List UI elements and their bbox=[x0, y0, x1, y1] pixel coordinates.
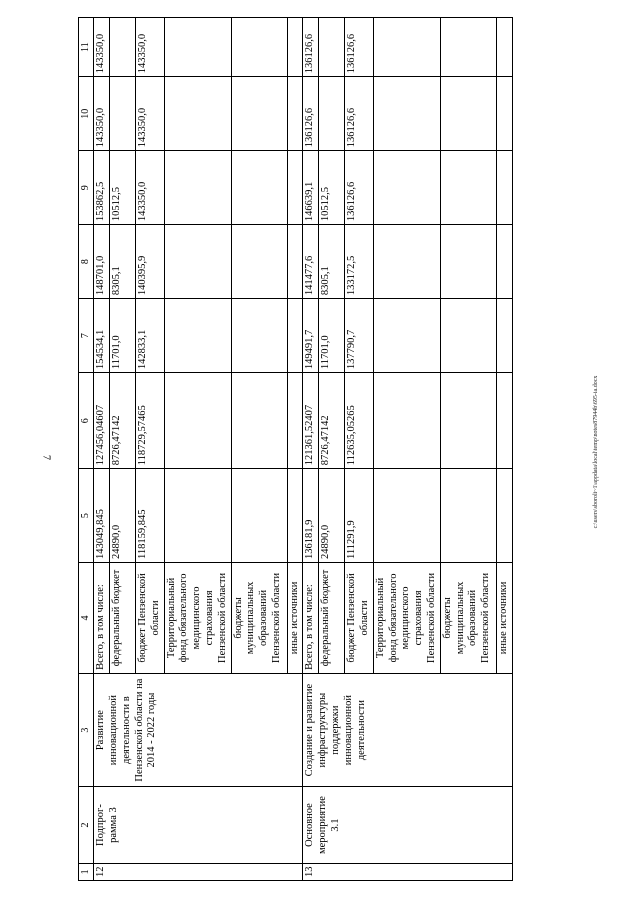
value-cell: 10512,5 bbox=[109, 151, 135, 225]
table-row bbox=[94, 18, 110, 881]
table-row bbox=[303, 18, 319, 881]
value-cell: 136126,6 bbox=[303, 18, 319, 77]
value-cell: 121361,52407 bbox=[303, 373, 319, 469]
value-cell: 143350,0 bbox=[94, 18, 110, 77]
value-cell: 141477,6 bbox=[303, 225, 319, 299]
value-cell bbox=[287, 18, 303, 77]
row-number: 13 bbox=[303, 863, 512, 880]
value-cell bbox=[373, 299, 440, 373]
value-cell bbox=[164, 469, 231, 563]
value-cell bbox=[373, 77, 440, 151]
value-cell: 146639,1 bbox=[303, 151, 319, 225]
value-cell: 133172,5 bbox=[345, 225, 374, 299]
value-cell bbox=[373, 151, 440, 225]
funding-source-label: федеральный бюджет bbox=[109, 562, 135, 673]
value-cell: 137790,7 bbox=[345, 299, 374, 373]
value-cell bbox=[231, 151, 287, 225]
value-cell bbox=[231, 373, 287, 469]
value-cell bbox=[373, 373, 440, 469]
program-name: Подпрог- рамма 3 bbox=[94, 787, 303, 863]
funding-source-label: иные источники bbox=[496, 562, 512, 673]
header-cell: 9 bbox=[79, 151, 94, 225]
header-cell: 5 bbox=[79, 469, 94, 563]
value-cell bbox=[109, 18, 135, 77]
page-number: 7 bbox=[40, 455, 52, 460]
value-cell bbox=[164, 299, 231, 373]
value-cell: 143350,0 bbox=[135, 77, 164, 151]
value-cell bbox=[440, 373, 496, 469]
value-cell bbox=[373, 18, 440, 77]
value-cell bbox=[287, 225, 303, 299]
value-cell bbox=[287, 373, 303, 469]
row-number: 12 bbox=[94, 863, 303, 880]
value-cell bbox=[440, 225, 496, 299]
value-cell bbox=[373, 469, 440, 563]
value-cell bbox=[319, 77, 345, 151]
value-cell: 24890,0 bbox=[319, 469, 345, 563]
value-cell: 148701,0 bbox=[94, 225, 110, 299]
header-cell: 2 bbox=[79, 787, 94, 863]
header-cell: 10 bbox=[79, 77, 94, 151]
rotated-sheet bbox=[78, 17, 577, 881]
value-cell bbox=[287, 77, 303, 151]
funding-source-label: Территориальный фонд обязательного медицинского страхования Пензенской области bbox=[373, 562, 440, 673]
value-cell bbox=[440, 469, 496, 563]
header-cell: 3 bbox=[79, 673, 94, 786]
value-cell: 136126,6 bbox=[303, 77, 319, 151]
value-cell bbox=[319, 18, 345, 77]
value-cell bbox=[164, 18, 231, 77]
funding-source-label: бюджеты муниципальных образований Пензенской области bbox=[231, 562, 287, 673]
budget-table bbox=[78, 17, 513, 881]
value-cell bbox=[287, 299, 303, 373]
program-title: Создание и развитие инфраструктуры поддержки инновационной деятельности bbox=[303, 673, 512, 786]
value-cell: 136126,6 bbox=[345, 18, 374, 77]
funding-source-label: бюджеты муниципальных образований Пензенской области bbox=[440, 562, 496, 673]
value-cell: 143350,0 bbox=[135, 18, 164, 77]
program-title: Развитие инновационной деятельности в Пензенской области на 2014 - 2022 годы bbox=[94, 673, 303, 786]
value-cell bbox=[496, 469, 512, 563]
funding-source-label: Всего, в том числе: bbox=[303, 562, 319, 673]
value-cell: 112635,05265 bbox=[345, 373, 374, 469]
value-cell: 143350,0 bbox=[135, 151, 164, 225]
value-cell: 11701,0 bbox=[319, 299, 345, 373]
funding-source-label: федеральный бюджет bbox=[319, 562, 345, 673]
footer-file-path: c:\users\sboroli~1\appdata\local\temp\notes87944b\695-ia.docx bbox=[593, 375, 599, 529]
value-cell: 118159,845 bbox=[135, 469, 164, 563]
value-cell bbox=[440, 18, 496, 77]
value-cell: 154534,1 bbox=[94, 299, 110, 373]
value-cell: 8305,1 bbox=[319, 225, 345, 299]
value-cell: 8305,1 bbox=[109, 225, 135, 299]
value-cell bbox=[496, 151, 512, 225]
value-cell: 10512,5 bbox=[319, 151, 345, 225]
value-cell bbox=[109, 77, 135, 151]
value-cell: 24890,0 bbox=[109, 469, 135, 563]
value-cell bbox=[231, 225, 287, 299]
value-cell bbox=[164, 77, 231, 151]
program-name: Основное мероприятие 3.1 bbox=[303, 787, 512, 863]
value-cell: 8726,47142 bbox=[319, 373, 345, 469]
header-cell: 6 bbox=[79, 373, 94, 469]
value-cell bbox=[496, 77, 512, 151]
value-cell: 143350,0 bbox=[94, 77, 110, 151]
value-cell bbox=[164, 225, 231, 299]
value-cell: 8726,47142 bbox=[109, 373, 135, 469]
value-cell bbox=[496, 299, 512, 373]
value-cell bbox=[440, 299, 496, 373]
header-cell: 8 bbox=[79, 225, 94, 299]
header-cell: 11 bbox=[79, 18, 94, 77]
funding-source-label: бюджет Пензенской области bbox=[345, 562, 374, 673]
value-cell bbox=[287, 469, 303, 563]
value-cell: 143049,845 bbox=[94, 469, 110, 563]
value-cell: 142833,1 bbox=[135, 299, 164, 373]
value-cell bbox=[231, 299, 287, 373]
value-cell bbox=[231, 77, 287, 151]
value-cell: 111291,9 bbox=[345, 469, 374, 563]
value-cell bbox=[164, 373, 231, 469]
header-cell: 7 bbox=[79, 299, 94, 373]
value-cell bbox=[164, 151, 231, 225]
value-cell: 127456,04607 bbox=[94, 373, 110, 469]
value-cell bbox=[231, 469, 287, 563]
value-cell: 136126,6 bbox=[345, 151, 374, 225]
value-cell: 11701,0 bbox=[109, 299, 135, 373]
funding-source-label: Территориальный фонд обязательного медицинского страхования Пензенской области bbox=[164, 562, 231, 673]
value-cell: 153862,5 bbox=[94, 151, 110, 225]
value-cell: 140395,9 bbox=[135, 225, 164, 299]
value-cell bbox=[496, 225, 512, 299]
value-cell bbox=[373, 225, 440, 299]
funding-source-label: бюджет Пензенской области bbox=[135, 562, 164, 673]
value-cell: 118729,57465 bbox=[135, 373, 164, 469]
value-cell bbox=[496, 18, 512, 77]
value-cell: 136126,6 bbox=[345, 77, 374, 151]
value-cell bbox=[496, 373, 512, 469]
value-cell: 149491,7 bbox=[303, 299, 319, 373]
header-cell: 4 bbox=[79, 562, 94, 673]
header-row bbox=[79, 18, 94, 881]
funding-source-label: иные источники bbox=[287, 562, 303, 673]
value-cell bbox=[287, 151, 303, 225]
value-cell bbox=[440, 77, 496, 151]
header-cell: 1 bbox=[79, 863, 94, 880]
funding-source-label: Всего, в том числе: bbox=[94, 562, 110, 673]
value-cell bbox=[440, 151, 496, 225]
value-cell: 136181,9 bbox=[303, 469, 319, 563]
value-cell bbox=[231, 18, 287, 77]
